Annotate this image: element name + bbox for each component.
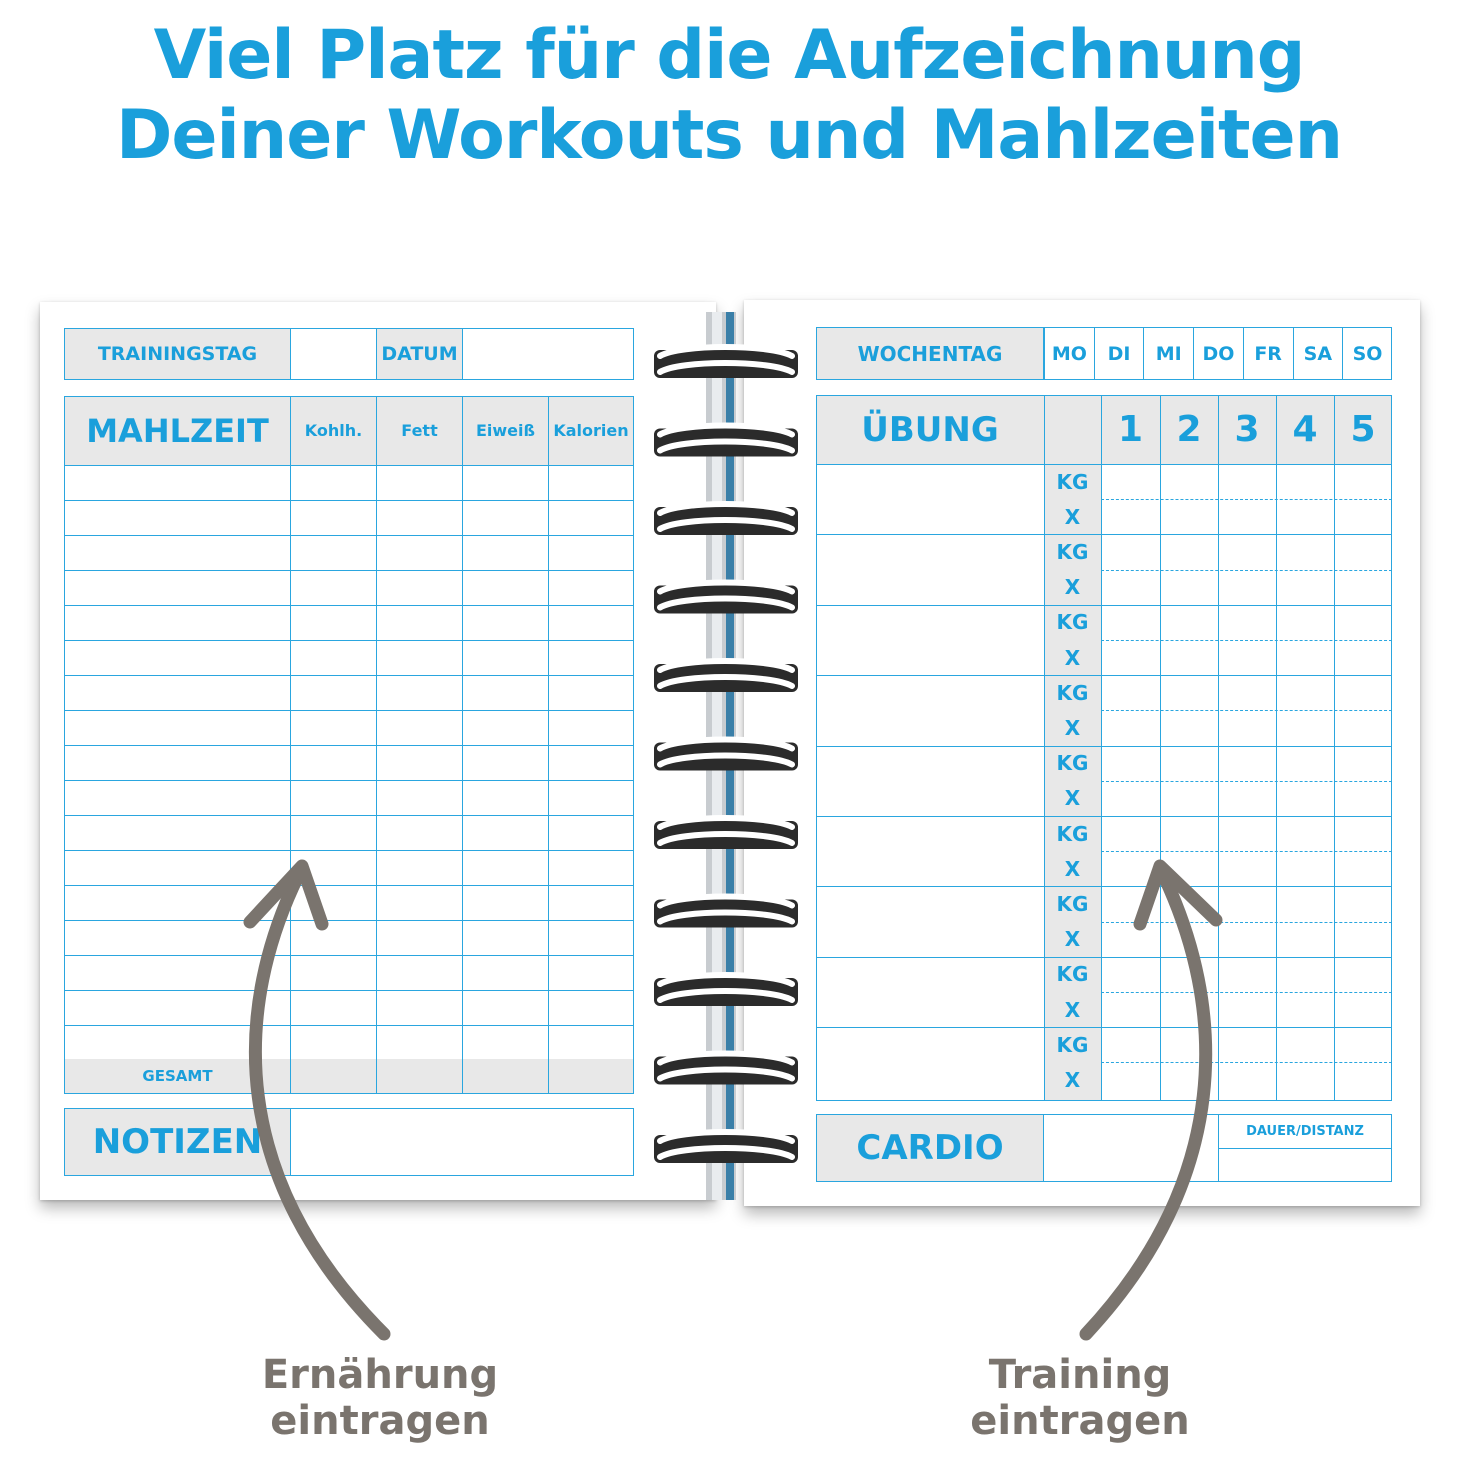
- left-annotation-line-1: Ernährung: [261, 1352, 499, 1398]
- ring-icon: [654, 347, 798, 378]
- reps-label: X: [1064, 575, 1081, 600]
- kohlh-header: Kohlh.: [304, 421, 363, 440]
- reps-label: X: [1064, 1067, 1081, 1092]
- kg-label: KG: [1056, 821, 1089, 846]
- uebung-header: ÜBUNG: [861, 409, 999, 450]
- kg-label: KG: [1056, 751, 1089, 776]
- wochentag-label: WOCHENTAG: [857, 341, 1003, 366]
- day-fr[interactable]: FR: [1243, 327, 1293, 380]
- exercise-col-divider: [1334, 395, 1335, 1101]
- trainingstag-input[interactable]: [290, 328, 377, 380]
- exercise-dashed-line: [1101, 781, 1392, 782]
- mahlzeit-header: MAHLZEIT: [86, 411, 269, 450]
- headline-line-2: Deiner Workouts und Mahlzeiten: [115, 96, 1343, 175]
- dauer-distanz-label: DAUER/DISTANZ: [1246, 1123, 1364, 1139]
- exercise-row-line: [816, 746, 1392, 747]
- exercise-dashed-line: [1101, 992, 1392, 993]
- reps-label: X: [1064, 927, 1081, 952]
- notizen-label: NOTIZEN: [92, 1122, 263, 1162]
- exercise-row-line: [816, 675, 1392, 676]
- reps-label: X: [1064, 786, 1081, 811]
- left-notebook-page: [40, 302, 716, 1200]
- gesamt-label: GESAMT: [142, 1067, 213, 1085]
- right-annotation-line-1: Training: [988, 1352, 1172, 1398]
- exercise-col-divider: [1276, 395, 1277, 1101]
- datum-input[interactable]: [462, 328, 634, 380]
- reps-label: X: [1064, 997, 1081, 1022]
- exercise-row-line: [816, 957, 1392, 958]
- set-number-3: 3: [1234, 409, 1260, 450]
- ring-icon: [654, 583, 798, 614]
- kalorien-header: Kalorien: [553, 421, 629, 440]
- exercise-dashed-line: [1101, 499, 1392, 500]
- set-number-5: 5: [1350, 409, 1376, 450]
- ring-icon: [654, 818, 798, 849]
- exercise-row-line: [816, 886, 1392, 887]
- kg-label: KG: [1056, 891, 1089, 916]
- dauer-distanz-input[interactable]: [1220, 1150, 1390, 1180]
- ring-icon: [654, 504, 798, 535]
- cardio-divider: [1218, 1148, 1392, 1149]
- exercise-row-line: [816, 605, 1392, 606]
- kg-label: KG: [1056, 1032, 1089, 1057]
- day-mo[interactable]: MO: [1044, 327, 1094, 380]
- day-mi[interactable]: MI: [1143, 327, 1193, 380]
- reps-label: X: [1064, 715, 1081, 740]
- headline-line-1: Viel Platz für die Aufzeichnung: [153, 16, 1305, 95]
- day-di[interactable]: DI: [1094, 327, 1144, 380]
- eiweiss-header: Eiweiß: [475, 421, 536, 440]
- cardio-input[interactable]: [1046, 1116, 1218, 1180]
- exercise-dashed-line: [1101, 570, 1392, 571]
- exercise-dashed-line: [1101, 922, 1392, 923]
- left-annotation: [230, 1352, 530, 1444]
- day-do[interactable]: DO: [1193, 327, 1243, 380]
- exercise-col-divider: [1160, 395, 1161, 1101]
- datum-label: DATUM: [381, 343, 458, 365]
- ring-icon: [654, 897, 798, 928]
- reps-label: X: [1064, 856, 1081, 881]
- day-so[interactable]: SO: [1342, 327, 1392, 380]
- meal-col-divider: [548, 396, 549, 1094]
- ring-icon: [654, 1054, 798, 1085]
- meal-col-divider: [290, 396, 291, 1094]
- kg-label: KG: [1056, 962, 1089, 987]
- exercise-header-divider: [816, 464, 1392, 465]
- trainingstag-label: TRAININGSTAG: [97, 343, 258, 365]
- exercise-dashed-line: [1101, 710, 1392, 711]
- ring-icon: [654, 426, 798, 457]
- reps-label: X: [1064, 645, 1081, 670]
- set-number-2: 2: [1176, 409, 1202, 450]
- ring-icon: [654, 975, 798, 1006]
- day-sa[interactable]: SA: [1293, 327, 1343, 380]
- exercise-col-divider: [1101, 395, 1102, 1101]
- right-notebook-page: [744, 300, 1420, 1206]
- exercise-col-divider: [1044, 395, 1045, 1101]
- kg-label: KG: [1056, 469, 1089, 494]
- meal-col-divider: [376, 396, 377, 1094]
- ring-icon: [654, 1132, 798, 1163]
- reps-label: X: [1064, 504, 1081, 529]
- exercise-dashed-line: [1101, 640, 1392, 641]
- exercise-row-line: [816, 534, 1392, 535]
- ring-icon: [654, 661, 798, 692]
- binding-rings: [640, 330, 810, 1170]
- notizen-input[interactable]: [292, 1110, 632, 1174]
- exercise-dashed-line: [1101, 851, 1392, 852]
- left-annotation-line-2: eintragen: [270, 1398, 490, 1444]
- kg-label: KG: [1056, 680, 1089, 705]
- right-annotation-line-2: eintragen: [970, 1398, 1190, 1444]
- kg-label: KG: [1056, 610, 1089, 635]
- right-annotation: [930, 1352, 1230, 1444]
- set-number-4: 4: [1292, 409, 1318, 450]
- exercise-table: [816, 395, 1392, 1101]
- exercise-row-line: [816, 1027, 1392, 1028]
- exercise-row-line: [816, 816, 1392, 817]
- cardio-label: CARDIO: [856, 1128, 1004, 1168]
- meal-col-divider: [462, 396, 463, 1094]
- kg-label: KG: [1056, 539, 1089, 564]
- fett-header: Fett: [401, 421, 438, 440]
- exercise-col-divider: [1218, 395, 1219, 1101]
- exercise-dashed-line: [1101, 1062, 1392, 1063]
- set-number-1: 1: [1117, 409, 1144, 450]
- ring-icon: [654, 740, 798, 771]
